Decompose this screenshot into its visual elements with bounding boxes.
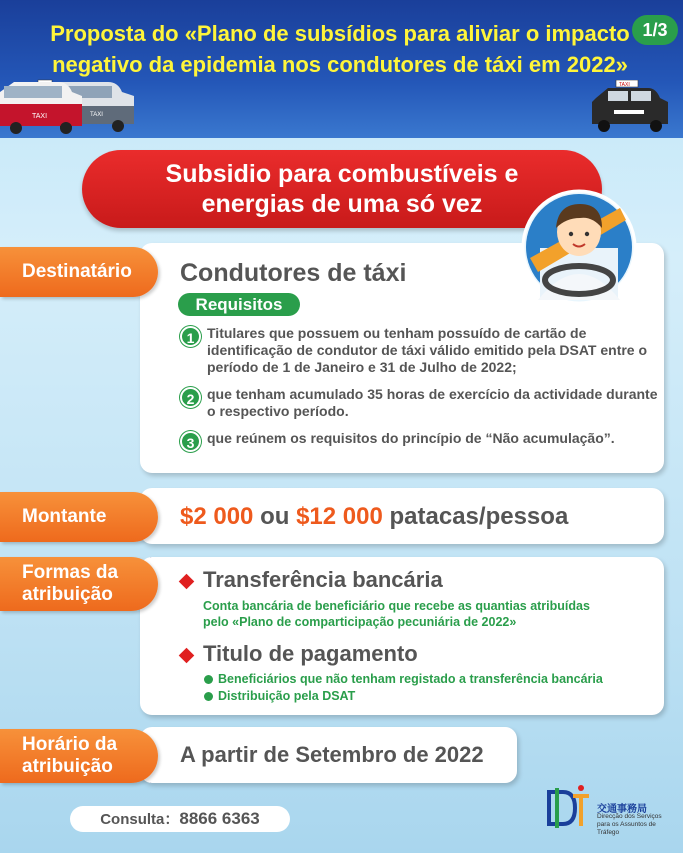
taxi-sign: TAXI xyxy=(90,112,103,118)
black-taxi-illustration xyxy=(590,80,670,132)
payment-title: Titulo de pagamento xyxy=(203,641,418,666)
amount-connector: ou xyxy=(260,503,290,530)
recipient-title: Condutores de táxi xyxy=(180,259,407,287)
requirements-pill: Requisitos xyxy=(178,293,300,316)
page-indicator: 1/3 xyxy=(632,15,678,45)
amount-value-1: $2 000 xyxy=(180,503,254,530)
label-destinatario xyxy=(0,247,158,297)
header xyxy=(0,0,683,138)
consulta-label: Consulta： xyxy=(100,811,180,828)
amount-value xyxy=(180,503,568,531)
green-dot-icon xyxy=(204,692,213,701)
logo-portuguese-text xyxy=(597,813,677,837)
label-formas-atribuicao xyxy=(0,557,158,611)
label-formas-line1: Formas da xyxy=(22,562,119,583)
banner-line-2: energias de uma só vez xyxy=(201,190,483,218)
label-destinatario-text: Destinatário xyxy=(22,261,132,282)
amount-unit: patacas/pessoa xyxy=(389,503,569,530)
taxi-sign: TAXI xyxy=(619,82,630,88)
page-title: Proposta do «Plano de subsídios para aliviar o impacto negativo da epidemia nos condutores de táxi em 2022» xyxy=(50,21,630,77)
requirement-number: 3 xyxy=(180,431,201,452)
label-formas-line2: atribuição xyxy=(22,584,113,605)
taxi-sign: TAXI xyxy=(32,113,48,120)
label-montante xyxy=(0,492,158,542)
requirement-text: Titulares que possuem ou tenham possuído de cartão de identificação de condutor de táxi válido emitido pela DSAT entre o período de 1 de Janeiro e 31 de Julho de 2022; xyxy=(207,325,648,375)
payment-bullet-2: Distribuição pela DSAT xyxy=(218,689,356,703)
payment-bullet-1: Beneficiários que não tenham registado a transferência bancária xyxy=(218,672,603,686)
amount-value-2: $12 000 xyxy=(296,503,383,530)
requirement-text: que tenham acumulado 35 horas de exercício da actividade durante o respectivo período. xyxy=(207,386,658,419)
consulta-phone xyxy=(70,806,290,832)
label-horario-atribuicao xyxy=(0,729,158,783)
logo-pt-line1: Direcção dos Serviços xyxy=(597,813,662,820)
banner-line-1: Subsidio para combustíveis e xyxy=(165,160,519,188)
phone-number: 8866 6363 xyxy=(179,809,260,828)
driver-avatar xyxy=(520,188,638,306)
dsat-logo-icon xyxy=(545,782,595,832)
label-horario-line1: Horário da xyxy=(22,734,118,755)
green-dot-icon xyxy=(204,675,213,684)
logo-chinese-text: 交通事務局 xyxy=(597,804,647,815)
bank-transfer-desc-line1: Conta bancária de beneficiário que recebe as quantias atribuídas xyxy=(203,599,590,613)
requirement-number: 2 xyxy=(180,387,201,408)
red-taxi xyxy=(0,80,82,134)
schedule-value: A partir de Setembro de 2022 xyxy=(180,742,484,767)
label-horario-line2: atribuição xyxy=(22,756,113,777)
requirement-number: 1 xyxy=(180,326,201,347)
taxis-illustration xyxy=(0,78,140,134)
bank-transfer-title: Transferência bancária xyxy=(203,567,443,592)
bank-transfer-desc-line2: pelo «Plano de comparticipação pecuniária de 2022» xyxy=(203,615,517,629)
label-montante-text: Montante xyxy=(22,506,107,527)
requirement-text: que reúnem os requisitos do princípio de “Não acumulação”. xyxy=(207,430,615,446)
logo-pt-line2: para os Assuntos de Tráfego xyxy=(597,821,656,836)
